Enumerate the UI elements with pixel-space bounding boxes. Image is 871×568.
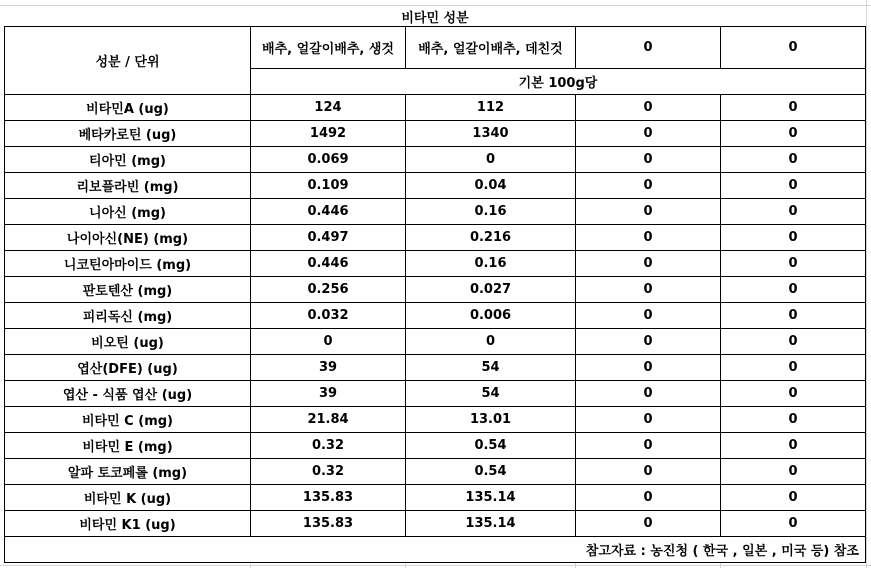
table-row <box>5 485 866 511</box>
nutrient-name-cell[interactable]: 비타민A (ug) <box>5 95 251 121</box>
value-cell-v2[interactable]: 112 <box>406 95 576 121</box>
nutrient-name-cell[interactable]: 피리독신 (mg) <box>5 303 251 329</box>
value-cell-v4[interactable]: 0 <box>721 407 866 433</box>
table-row <box>5 407 866 433</box>
col4-header[interactable]: 0 <box>721 27 866 69</box>
value-cell-v4[interactable]: 0 <box>721 147 866 173</box>
value-cell-v1[interactable]: 0.497 <box>251 225 406 251</box>
value-cell-v1[interactable]: 124 <box>251 95 406 121</box>
nutrient-name-cell[interactable]: 니코틴아마이드 (mg) <box>5 251 251 277</box>
nutrient-name-cell[interactable]: 리보플라빈 (mg) <box>5 173 251 199</box>
value-cell-v2[interactable]: 0.006 <box>406 303 576 329</box>
table-row <box>5 433 866 459</box>
value-cell-v4[interactable]: 0 <box>721 173 866 199</box>
value-cell-v2[interactable]: 13.01 <box>406 407 576 433</box>
value-cell-v2[interactable]: 1340 <box>406 121 576 147</box>
header-row <box>5 27 866 69</box>
value-cell-v3[interactable]: 0 <box>576 173 721 199</box>
value-cell-v3[interactable]: 0 <box>576 199 721 225</box>
value-cell-v2[interactable]: 0 <box>406 329 576 355</box>
value-cell-v2[interactable]: 0.54 <box>406 459 576 485</box>
value-cell-v1[interactable]: 39 <box>251 355 406 381</box>
value-cell-v3[interactable]: 0 <box>576 147 721 173</box>
value-cell-v4[interactable]: 0 <box>721 511 866 537</box>
value-cell-v3[interactable]: 0 <box>576 329 721 355</box>
value-cell-v2[interactable]: 135.14 <box>406 485 576 511</box>
value-cell-v4[interactable]: 0 <box>721 485 866 511</box>
value-cell-v4[interactable]: 0 <box>721 381 866 407</box>
nutrient-name-cell[interactable]: 나이아신(NE) (mg) <box>5 225 251 251</box>
nutrient-name-cell[interactable]: 비타민 K1 (ug) <box>5 511 251 537</box>
value-cell-v2[interactable]: 54 <box>406 381 576 407</box>
value-cell-v2[interactable]: 0.16 <box>406 199 576 225</box>
table-row <box>5 355 866 381</box>
value-cell-v3[interactable]: 0 <box>576 251 721 277</box>
table-row <box>5 147 866 173</box>
table-row <box>5 251 866 277</box>
title-row <box>5 6 866 27</box>
table-row <box>5 511 866 537</box>
value-cell-v1[interactable]: 0.446 <box>251 199 406 225</box>
table-row <box>5 277 866 303</box>
nutrient-name-cell[interactable]: 베타카로틴 (ug) <box>5 121 251 147</box>
nutrient-name-cell[interactable]: 엽산 - 식품 엽산 (ug) <box>5 381 251 407</box>
value-cell-v1[interactable]: 0.032 <box>251 303 406 329</box>
value-cell-v3[interactable]: 0 <box>576 485 721 511</box>
value-cell-v4[interactable]: 0 <box>721 95 866 121</box>
value-cell-v2[interactable]: 0 <box>406 147 576 173</box>
value-cell-v3[interactable]: 0 <box>576 121 721 147</box>
value-cell-v4[interactable]: 0 <box>721 277 866 303</box>
value-cell-v4[interactable]: 0 <box>721 303 866 329</box>
table-row <box>5 459 866 485</box>
value-cell-v4[interactable]: 0 <box>721 199 866 225</box>
table-row <box>5 199 866 225</box>
col2-header[interactable]: 배추, 얼갈이배추, 데친것 <box>406 27 576 69</box>
value-cell-v3[interactable]: 0 <box>576 433 721 459</box>
value-cell-v4[interactable]: 0 <box>721 459 866 485</box>
value-cell-v1[interactable]: 0.109 <box>251 173 406 199</box>
nutrient-name-cell[interactable]: 비오틴 (ug) <box>5 329 251 355</box>
nutrient-name-cell[interactable]: 엽산(DFE) (ug) <box>5 355 251 381</box>
value-cell-v2[interactable]: 0.027 <box>406 277 576 303</box>
table-row <box>5 225 866 251</box>
value-cell-v4[interactable]: 0 <box>721 329 866 355</box>
value-cell-v1[interactable]: 0.069 <box>251 147 406 173</box>
nutrient-name-cell[interactable]: 니아신 (mg) <box>5 199 251 225</box>
value-cell-v4[interactable]: 0 <box>721 121 866 147</box>
value-cell-v1[interactable]: 1492 <box>251 121 406 147</box>
table-row <box>5 303 866 329</box>
nutrient-name-cell[interactable]: 알파 토코페롤 (mg) <box>5 459 251 485</box>
value-cell-v2[interactable]: 54 <box>406 355 576 381</box>
value-cell-v3[interactable]: 0 <box>576 303 721 329</box>
value-cell-v1[interactable]: 0 <box>251 329 406 355</box>
value-cell-v2[interactable]: 0.16 <box>406 251 576 277</box>
col3-header[interactable]: 0 <box>576 27 721 69</box>
value-cell-v1[interactable]: 21.84 <box>251 407 406 433</box>
table-row <box>5 381 866 407</box>
value-cell-v2[interactable]: 135.14 <box>406 511 576 537</box>
nutrient-name-cell[interactable]: 비타민 C (mg) <box>5 407 251 433</box>
table-row <box>5 121 866 147</box>
vitamin-table <box>4 6 866 563</box>
table-row <box>5 95 866 121</box>
value-cell-v1[interactable]: 0.256 <box>251 277 406 303</box>
value-cell-v3[interactable]: 0 <box>576 225 721 251</box>
value-cell-v3[interactable]: 0 <box>576 95 721 121</box>
table-title[interactable]: 비타민 성분 <box>401 10 469 26</box>
value-cell-v1[interactable]: 0.32 <box>251 459 406 485</box>
value-cell-v1[interactable]: 39 <box>251 381 406 407</box>
value-cell-v1[interactable]: 135.83 <box>251 485 406 511</box>
value-cell-v3[interactable]: 0 <box>576 459 721 485</box>
col1-header[interactable]: 배추, 얼갈이배추, 생것 <box>251 27 406 69</box>
component-unit-header[interactable]: 성분 / 단위 <box>5 27 251 95</box>
value-cell-v1[interactable]: 0.446 <box>251 251 406 277</box>
nutrient-name-cell[interactable]: 판토텐산 (mg) <box>5 277 251 303</box>
value-cell-v2[interactable]: 0.216 <box>406 225 576 251</box>
table-row <box>5 173 866 199</box>
table-row <box>5 329 866 355</box>
value-cell-v4[interactable]: 0 <box>721 225 866 251</box>
nutrient-name-cell[interactable]: 비타민 E (mg) <box>5 433 251 459</box>
nutrient-name-cell[interactable]: 티아민 (mg) <box>5 147 251 173</box>
value-cell-v1[interactable]: 0.32 <box>251 433 406 459</box>
value-cell-v3[interactable]: 0 <box>576 511 721 537</box>
value-cell-v3[interactable]: 0 <box>576 381 721 407</box>
value-cell-v4[interactable]: 0 <box>721 251 866 277</box>
value-cell-v2[interactable]: 0.54 <box>406 433 576 459</box>
value-cell-v3[interactable]: 0 <box>576 277 721 303</box>
value-cell-v4[interactable]: 0 <box>721 433 866 459</box>
value-cell-v4[interactable]: 0 <box>721 355 866 381</box>
value-cell-v3[interactable]: 0 <box>576 407 721 433</box>
nutrient-name-cell[interactable]: 비타민 K (ug) <box>5 485 251 511</box>
value-cell-v3[interactable]: 0 <box>576 355 721 381</box>
value-cell-v2[interactable]: 0.04 <box>406 173 576 199</box>
value-cell-v1[interactable]: 135.83 <box>251 511 406 537</box>
source-note[interactable]: 참고자료 : 농진청 ( 한국 , 일본 , 미국 등) 참조 <box>5 537 866 563</box>
source-row <box>5 537 866 563</box>
basis-label[interactable]: 기본 100g당 <box>251 69 866 95</box>
